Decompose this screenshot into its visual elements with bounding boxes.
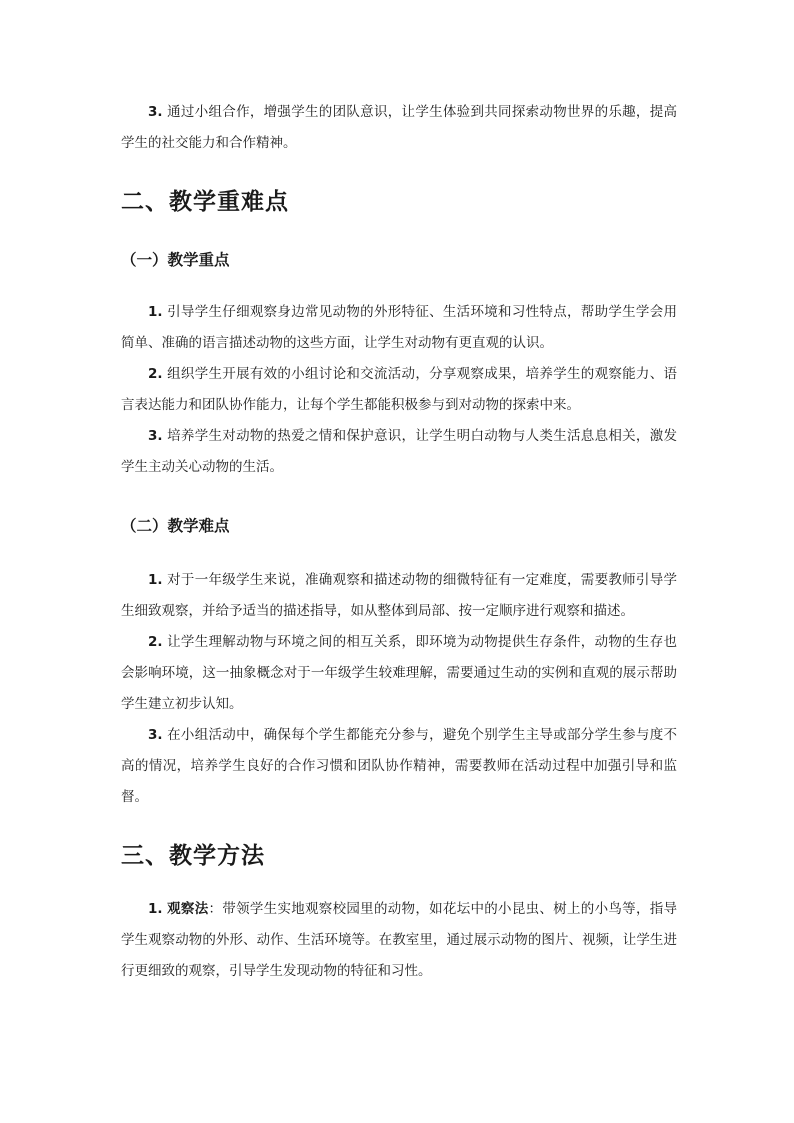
item-text: 让学生理解动物与环境之间的相互关系，即环境为动物提供生存条件，动物的生存也会影响环境，这一抽象概念对于一年级学生较难理解，需要通过生动的实例和直观的展示帮助学生建立初步认知。 — [121, 634, 678, 712]
method-term: 观察法 — [167, 901, 209, 917]
item-text: 引导学生仔细观察身边常见动物的外形特征、生活环境和习性特点，帮助学生学会用简单、准确的语言描述动物的这些方面，让学生对动物有更直观的认识。 — [121, 304, 678, 351]
item-number: 1. — [148, 572, 163, 588]
item-number: 3. — [148, 104, 163, 120]
item-number: 3. — [148, 428, 163, 444]
paragraph-difficulty-2 — [121, 627, 677, 720]
item-text: 培养学生对动物的热爱之情和保护意识，让学生明白动物与人类生活息息相关，激发学生主动关心动物的生活。 — [121, 428, 678, 475]
item-text: 组织学生开展有效的小组讨论和交流活动，分享观察成果，培养学生的观察能力、语言表达能力和团队协作能力，让每个学生都能积极参与到对动物的探索中来。 — [121, 366, 678, 413]
item-number: 1. — [148, 901, 163, 917]
item-text: 在小组活动中，确保每个学生都能充分参与，避免个别学生主导或部分学生参与度不高的情况，培养学生良好的合作习惯和团队协作精神，需要教师在活动过程中加强引导和监督。 — [121, 727, 678, 805]
paragraph-key-point-3 — [121, 421, 677, 483]
item-number: 1. — [148, 304, 163, 320]
section-heading-3: 三、教学方法 — [121, 843, 265, 869]
item-number: 2. — [148, 634, 163, 650]
item-number: 2. — [148, 366, 163, 382]
item-number: 3. — [148, 727, 163, 743]
item-text: 对于一年级学生来说，准确观察和描述动物的细微特征有一定难度，需要教师引导学生细致观察，并给予适当的描述指导，如从整体到局部、按一定顺序进行观察和描述。 — [121, 572, 678, 619]
paragraph-key-point-2 — [121, 359, 677, 421]
item-text: ：带领学生实地观察校园里的动物，如花坛中的小昆虫、树上的小鸟等，指导学生观察动物的外形、动作、生活环境等。在教室里，通过展示动物的图片、视频，让学生进行更细致的观察，引导学生发现动物的特征和习性。 — [121, 901, 678, 979]
paragraph-method-1 — [121, 894, 677, 987]
paragraph-difficulty-1 — [121, 565, 677, 627]
paragraph-key-point-1 — [121, 297, 677, 359]
paragraph-difficulty-3 — [121, 720, 677, 813]
subsection-heading-key-points: （一）教学重点 — [121, 251, 230, 269]
section-heading-2: 二、教学重难点 — [121, 189, 289, 215]
subsection-heading-difficulties: （二）教学难点 — [121, 517, 230, 535]
item-text: 通过小组合作，增强学生的团队意识，让学生体验到共同探索动物世界的乐趣，提高学生的社交能力和合作精神。 — [121, 104, 678, 151]
paragraph-intro-goal-3 — [121, 97, 677, 159]
